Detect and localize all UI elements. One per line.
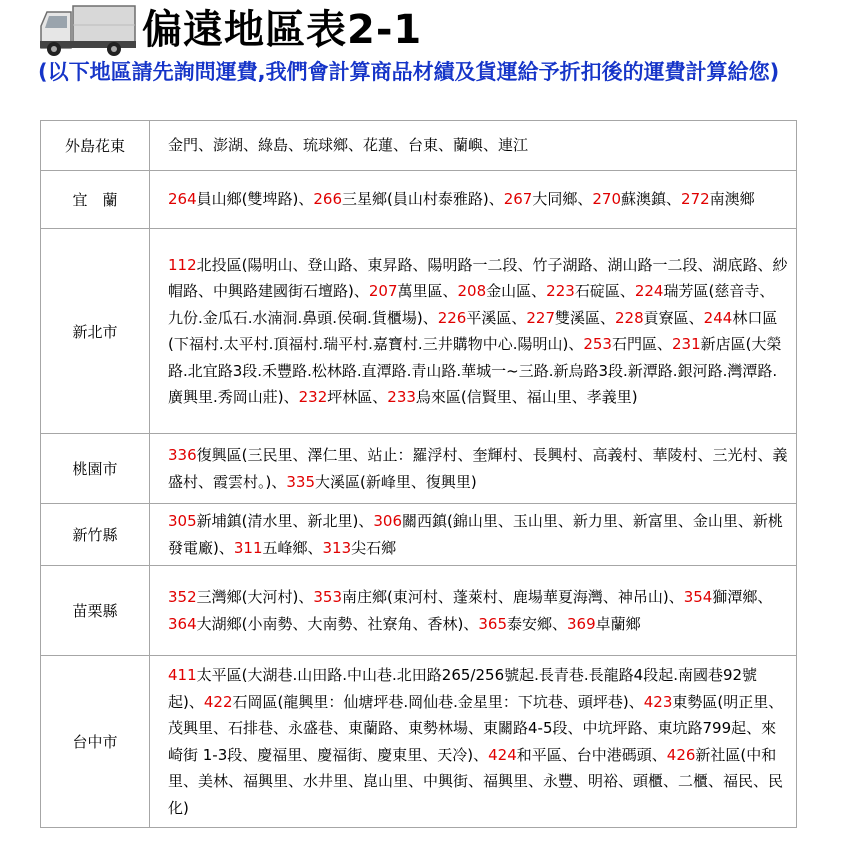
remote-areas-table-body bbox=[41, 121, 797, 828]
postal-code: 354 bbox=[683, 588, 713, 606]
postal-code: 231 bbox=[671, 335, 701, 353]
postal-code: 352 bbox=[168, 588, 197, 606]
area-text: 坪林區、 bbox=[327, 388, 388, 406]
area-text: 平溪區、 bbox=[466, 308, 527, 327]
postal-code: 233 bbox=[387, 388, 416, 406]
area-list bbox=[150, 656, 797, 828]
postal-code: 227 bbox=[526, 308, 555, 327]
region-name: 苗栗縣 bbox=[41, 566, 150, 656]
area-text: 三灣鄉(大河村)、 bbox=[196, 588, 314, 606]
region-name: 新北市 bbox=[41, 229, 150, 434]
area-text: 南澳鄉 bbox=[709, 190, 755, 209]
region-name: 台中市 bbox=[41, 656, 150, 828]
postal-code: 369 bbox=[567, 614, 596, 633]
table-row bbox=[41, 656, 797, 828]
area-text: 貢寮區、 bbox=[643, 308, 704, 327]
table-row bbox=[41, 229, 797, 434]
postal-code: 253 bbox=[583, 335, 612, 353]
postal-code: 353 bbox=[313, 588, 342, 606]
area-text: 和平區、台中港碼頭、 bbox=[516, 745, 667, 764]
area-text: 南庄鄉(東河村、蓬萊村、鹿場華夏海灣、神吊山)、 bbox=[342, 588, 684, 606]
area-text: 卓蘭鄉 bbox=[595, 614, 641, 633]
postal-code: 264 bbox=[168, 190, 197, 209]
area-text: 新店區(大榮路.北宜路3段.禾豐路.松林路.直潭路.青山路.華城一~三路.新烏路3段.新潭路.銀河路.灣潭路.廣興里.秀岡山莊)、 bbox=[168, 335, 782, 406]
area-text: 新社區(中和里、美林、福興里、水井里、崑山里、中興街、福興里、永豐、明裕、頭櫃、二櫃、福民、民化) bbox=[168, 745, 784, 817]
area-list bbox=[150, 229, 797, 434]
area-text: 石門區、 bbox=[611, 335, 672, 353]
table-row bbox=[41, 434, 797, 504]
area-text: 大溪區(新峰里、復興里) bbox=[315, 472, 477, 491]
postal-code: 208 bbox=[457, 282, 487, 300]
postal-code: 426 bbox=[666, 745, 696, 764]
area-text: 瑞芳區(慈音寺、九份.金瓜石.水湳洞.鼻頭.侯硐.貨櫃場)、 bbox=[168, 282, 775, 327]
area-text: 烏來區(信賢里、福山里、孝義里) bbox=[415, 388, 638, 406]
postal-code: 422 bbox=[203, 692, 233, 711]
area-text: 大同鄉、 bbox=[532, 190, 593, 209]
area-text: 東勢區(明正里、茂興里、石排巷、永盛巷、東蘭路、東勢林場、東關路4-5段、中坑坪路、東坑路799起、來崎街 1-3段、慶福里、慶福街、慶東里、天冷)、 bbox=[168, 692, 784, 764]
area-list bbox=[150, 171, 797, 229]
table-row bbox=[41, 566, 797, 656]
header bbox=[38, 2, 838, 58]
area-text: 員山鄉(雙埤路)、 bbox=[196, 190, 314, 209]
region-name: 桃園市 bbox=[41, 434, 150, 504]
postal-code: 207 bbox=[368, 282, 398, 300]
delivery-truck-icon bbox=[38, 4, 138, 58]
area-text: 新埔鎮(清水里、新北里)、 bbox=[196, 512, 374, 530]
area-text: 林口區(下福村.太平村.頂福村.瑞平村.嘉寶村.三井購物中心.陽明山)、 bbox=[168, 308, 778, 353]
postal-code: 112 bbox=[168, 255, 197, 274]
table-row bbox=[41, 121, 797, 171]
region-name: 宜 蘭 bbox=[41, 171, 150, 229]
postal-code: 223 bbox=[546, 282, 575, 300]
postal-code: 266 bbox=[313, 190, 342, 209]
postal-code: 336 bbox=[168, 446, 197, 464]
postal-code: 365 bbox=[478, 614, 507, 633]
area-text: 太平區(大湖巷.山田路.中山巷.北田路265/256號起.長青巷.長龍路4段起.南國巷92號起)、 bbox=[168, 666, 758, 711]
postal-code: 267 bbox=[503, 190, 533, 209]
area-text: 金山區、 bbox=[486, 282, 547, 300]
postal-code: 226 bbox=[437, 308, 467, 327]
postal-code: 311 bbox=[233, 538, 263, 557]
postal-code: 423 bbox=[643, 692, 673, 711]
area-list bbox=[150, 566, 797, 656]
area-list bbox=[150, 121, 797, 171]
postal-code: 411 bbox=[168, 666, 197, 684]
postal-code: 424 bbox=[488, 745, 517, 764]
area-text: 大湖鄉(小南勢、大南勢、社寮角、香林)、 bbox=[196, 614, 479, 633]
area-text: 泰安鄉、 bbox=[507, 614, 568, 633]
postal-code: 232 bbox=[298, 388, 328, 406]
area-text: 北投區(陽明山、登山路、東昇路、陽明路一二段、竹子湖路、湖山路一二段、湖底路、紗帽路、中興路建國街石壇路)、 bbox=[168, 255, 788, 300]
area-text: 尖石鄉 bbox=[351, 538, 397, 557]
postal-code: 364 bbox=[168, 614, 197, 633]
area-text: 五峰鄉、 bbox=[262, 538, 323, 557]
area-text: 關西鎮(錦山里、玉山里、新力里、新富里、金山里、新桃發電廠)、 bbox=[168, 512, 783, 557]
area-text: 石碇區、 bbox=[574, 282, 635, 300]
area-text: 雙溪區、 bbox=[555, 308, 616, 327]
postal-code: 305 bbox=[168, 512, 197, 530]
postal-code: 270 bbox=[592, 190, 622, 209]
postal-code: 224 bbox=[634, 282, 664, 300]
area-text: 石岡區(龍興里：仙塘坪巷.岡仙巷.金星里：下坑巷、頭坪巷)、 bbox=[232, 692, 644, 711]
postal-code: 244 bbox=[703, 308, 733, 327]
postal-code: 272 bbox=[681, 190, 710, 209]
area-text: 三星鄉(員山村泰雅路)、 bbox=[342, 190, 504, 209]
area-text: 金門、澎湖、綠島、琉球鄉、花蓮、台東、蘭嶼、連江 bbox=[168, 136, 529, 155]
area-list bbox=[150, 504, 797, 566]
area-text: 獅潭鄉、 bbox=[712, 588, 773, 606]
region-name: 新竹縣 bbox=[41, 504, 150, 566]
remote-areas-table bbox=[40, 120, 797, 828]
postal-code: 228 bbox=[615, 308, 644, 327]
area-list bbox=[150, 434, 797, 504]
region-name: 外島花東 bbox=[41, 121, 150, 171]
area-text: 蘇澳鎮、 bbox=[621, 190, 682, 209]
table-row bbox=[41, 504, 797, 566]
page-title: 偏遠地區表2-1 bbox=[142, 7, 423, 53]
table-row bbox=[41, 171, 797, 229]
postal-code: 335 bbox=[286, 472, 315, 491]
postal-code: 306 bbox=[373, 512, 402, 530]
area-text: 復興區(三民里、澤仁里、站止：羅浮村、奎輝村、長興村、高義村、華陵村、三光村、義盛村、霞雲村。)、 bbox=[168, 446, 788, 491]
page-subtitle: (以下地區請先詢問運費,我們會計算商品材績及貨運給予折扣後的運費計算給您) bbox=[38, 60, 780, 84]
postal-code: 313 bbox=[322, 538, 352, 557]
area-text: 萬里區、 bbox=[397, 282, 458, 300]
